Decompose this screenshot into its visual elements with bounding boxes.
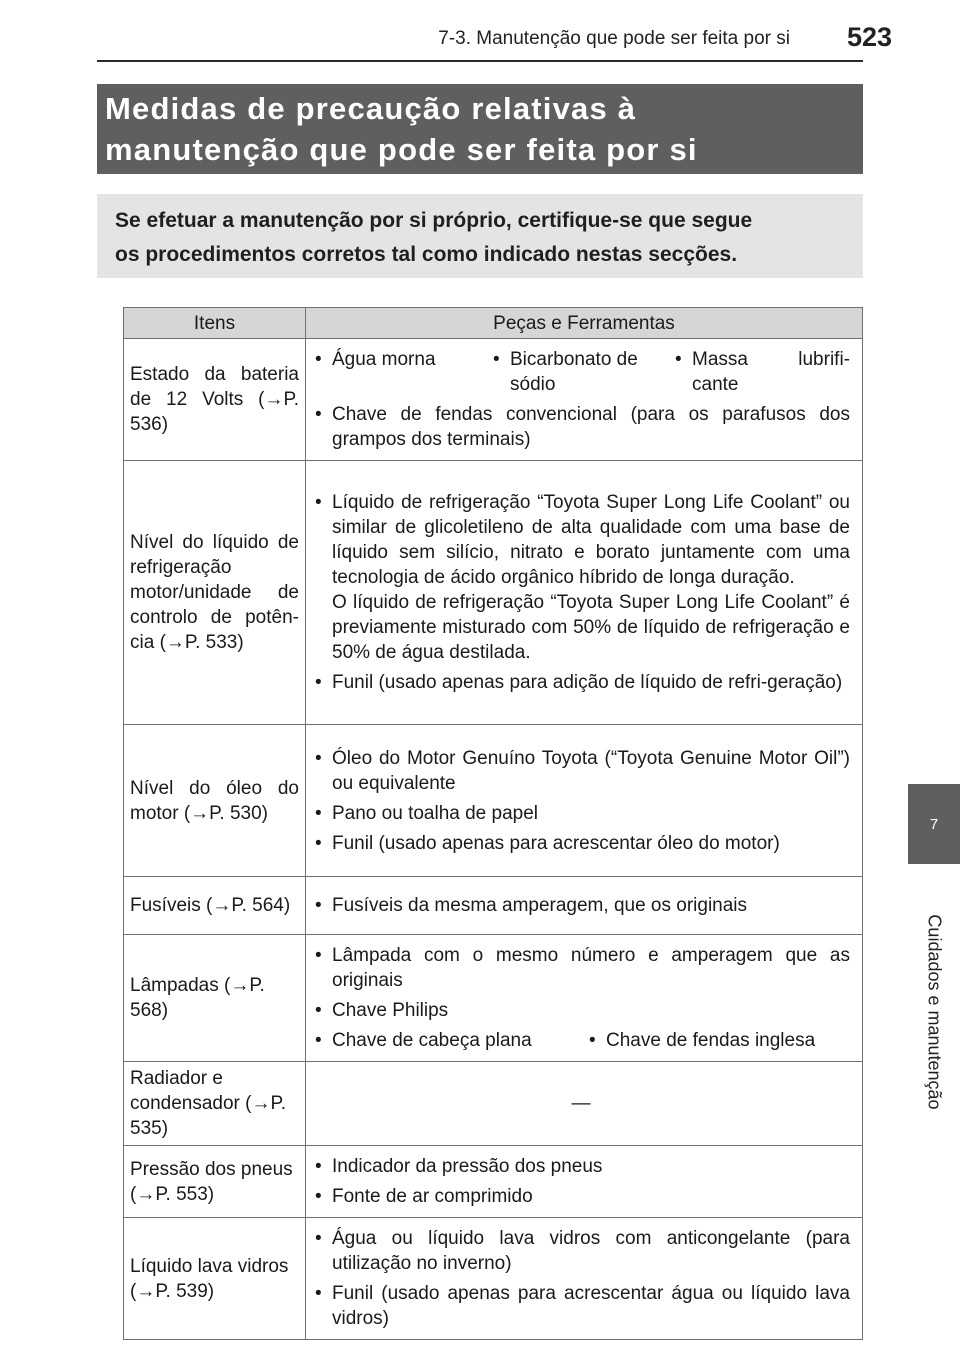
table-row [124, 725, 863, 877]
section-title-line: Medidas de precaução relativas à [105, 91, 637, 126]
item-cell: Nível do líquido de refrigeração motor/unidade de controlo de potên-cia (→P. 533) [124, 461, 306, 725]
tool-item: • Indicador da pressão dos pneus [312, 1154, 850, 1179]
table-header-row [124, 308, 863, 339]
tool-item: • Fusíveis da mesma amperagem, que os originais [312, 893, 850, 918]
section-title-line: manutenção que pode ser feita por si [105, 132, 698, 167]
tools-cell [306, 339, 863, 461]
tools-inline-list [312, 1028, 850, 1053]
tools-cell [306, 877, 863, 935]
tool-item: • Funil (usado apenas para acrescentar óleo do motor) [312, 831, 850, 856]
chapter-label: Cuidados e manutenção [924, 914, 945, 1110]
table-row [124, 935, 863, 1062]
tool-item: • Massa lubrifi-cante [672, 347, 850, 397]
item-cell: Nível do óleo do motor (→P. 530) [124, 725, 306, 877]
header-section-title: 7-3. Manutenção que pode ser feita por si [438, 28, 790, 49]
tool-item: • Chave Philips [312, 998, 850, 1023]
tool-item: • Pano ou toalha de papel [312, 801, 850, 826]
column-header-parts: Peças e Ferramentas [306, 308, 863, 339]
page-number: 523 [846, 22, 892, 52]
parts-tools-table [123, 307, 863, 1340]
intro-line: os procedimentos corretos tal como indicado nestas secções. [115, 243, 738, 266]
table-row [124, 877, 863, 935]
item-cell: Estado da bateria de 12 Volts (→P. 536) [124, 339, 306, 461]
tool-item: • Chave de fendas inglesa [586, 1028, 850, 1053]
item-cell: Lâmpadas (→P. 568) [124, 935, 306, 1062]
header-rule [97, 60, 863, 62]
tools-cell [306, 1146, 863, 1218]
tool-item: • Chave de fendas convencional (para os parafusos dos grampos dos terminais) [312, 402, 850, 452]
tools-list [312, 1154, 850, 1209]
tool-item: • Fonte de ar comprimido [312, 1184, 850, 1209]
tool-note: O líquido de refrigeração “Toyota Super Long Life Coolant” é previamente misturado com 50% de líquido de refrigeração e 50% de água destilada. [332, 592, 850, 663]
tool-item: • Bicarbonato de sódio [490, 347, 672, 397]
column-header-items: Itens [124, 308, 306, 339]
item-cell: Fusíveis (→P. 564) [124, 877, 306, 935]
tools-list [312, 746, 850, 856]
tools-cell-empty: — [306, 1062, 863, 1146]
table-row [124, 339, 863, 461]
tool-item: • Chave de cabeça plana [312, 1028, 586, 1053]
table-row [124, 1146, 863, 1218]
item-cell: Líquido lava vidros (→P. 539) [124, 1218, 306, 1340]
table-row [124, 461, 863, 725]
tools-list [312, 943, 850, 1023]
item-cell: Pressão dos pneus (→P. 553) [124, 1146, 306, 1218]
table-row [124, 1062, 863, 1146]
tool-item: • Água ou líquido lava vidros com anticongelante (para utilização no inverno) [312, 1226, 850, 1276]
chapter-tab: 7 [908, 784, 960, 864]
tools-cell [306, 935, 863, 1062]
tool-item: • Óleo do Motor Genuíno Toyota (“Toyota Genuine Motor Oil”) ou equivalente [312, 746, 850, 796]
tools-list [312, 490, 850, 695]
intro-box [97, 194, 863, 278]
tools-list [312, 893, 850, 918]
section-title [97, 84, 863, 174]
tool-text: Líquido de refrigeração “Toyota Super Long Life Coolant” ou similar de glicoletileno de alta qualidade com uma base de líquido sem silício, nitrato e borato juntamente com uma tecnologia de ácido orgânico híbrido de longa duração. [332, 492, 850, 588]
tool-item: • Funil (usado apenas para acrescentar água ou líquido lava vidros) [312, 1281, 850, 1331]
tool-item: • Funil (usado apenas para adição de líquido de refri-geração) [312, 670, 850, 695]
tool-item [312, 490, 850, 665]
table-row [124, 1218, 863, 1340]
tool-item: • Água morna [312, 347, 490, 397]
tools-inline-list [312, 347, 850, 397]
item-cell: Radiador e condensador (→P. 535) [124, 1062, 306, 1146]
tools-cell [306, 461, 863, 725]
tools-cell [306, 725, 863, 877]
tools-cell [306, 1218, 863, 1340]
intro-line: Se efetuar a manutenção por si próprio, certifique-se que segue [115, 209, 753, 232]
tools-list [312, 402, 850, 452]
tool-item: • Lâmpada com o mesmo número e amperagem que as originais [312, 943, 850, 993]
tools-list [312, 1226, 850, 1331]
